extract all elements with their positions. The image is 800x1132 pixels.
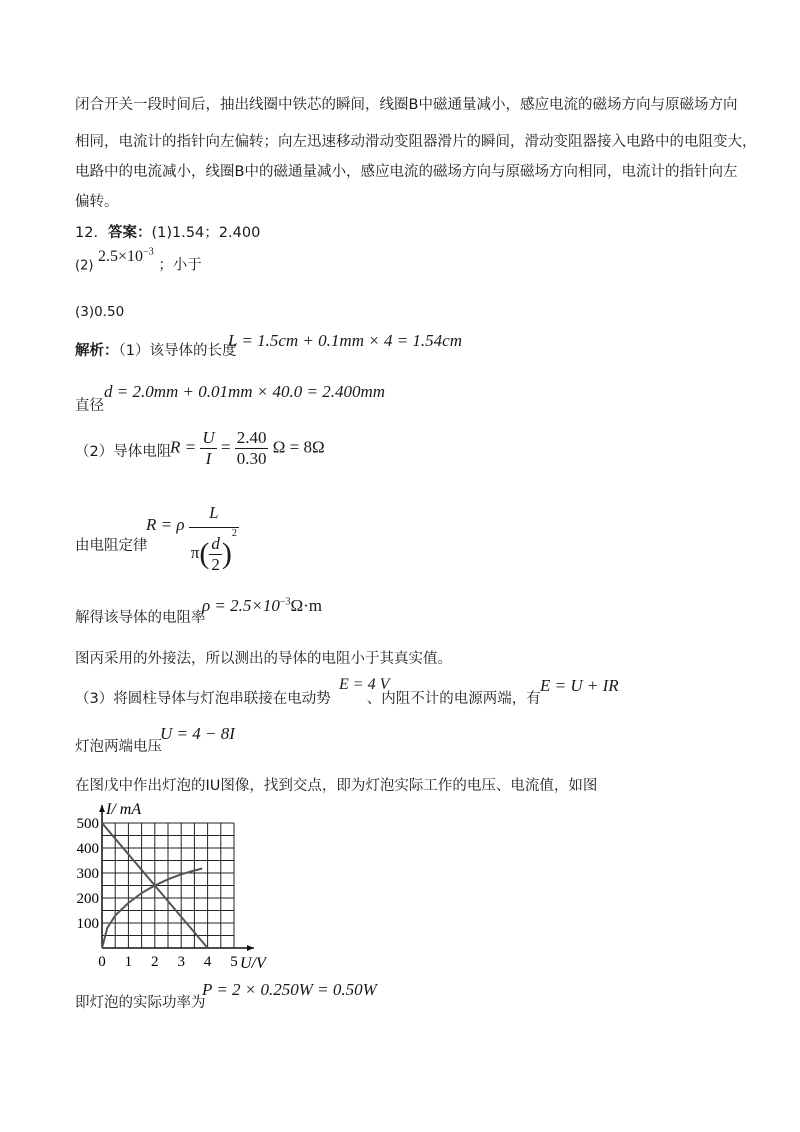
resistivity-formula: $\rho = 2.5\times 10^{-3}\Omega\cdot m$ [202,596,323,615]
answer-2-prefix: (2) [75,258,94,274]
answer-label: 答案： [107,225,152,241]
x-axis-arrow [247,945,254,951]
analysis-step-10-label: 即灯泡的实际功率为 [75,995,206,1011]
answer-2-value: $2.5\times 10^{-3}$ [98,247,154,266]
analysis-step-3-label: （2）导体电阻 [75,444,172,460]
x-tick-label: 4 [203,954,212,970]
x-tick-label: 2 [151,954,159,970]
answer-3: (3)0.50 [75,304,125,320]
x-tick-label: 5 [230,954,238,970]
graph-tick-labels [77,816,238,970]
y-tick-label: 300 [76,866,99,882]
lamp-voltage-formula: U = 4 − 8I [160,724,235,743]
explanation-line-2: 相同，电流计的指针向左偏转；向左迅速移动滑动变阻器滑片的瞬间，滑动变阻器接入电路中的电阻变大， [75,134,757,150]
x-axis-label: U/V [240,955,266,972]
x-tick-label: 3 [177,954,185,970]
graph-axes [99,805,254,951]
x-tick-label: 1 [124,954,133,970]
analysis-step-1: 解析：（1）该导体的长度 [75,343,237,359]
question-number: 12． [75,225,108,241]
explanation-line-4: 偏转。 [75,194,119,210]
analysis-label: 解析： [75,343,119,359]
analysis-step-2-label: 直径 [75,398,104,414]
analysis-step-5-label: 解得该导体的电阻率 [75,610,206,626]
y-tick-label: 200 [76,891,99,907]
analysis-step-6: 图丙采用的外接法，所以测出的导体的电阻小于其真实值。 [75,651,452,667]
explanation-line-3: 电路中的电流减小，线圈B中的磁通量减小，感应电流的磁场方向与原磁场方向相同，电流计的指针向左 [75,164,738,180]
analysis-step-8-label: 灯泡两端电压 [75,739,162,755]
y-axis-label: I/ mA [106,801,142,818]
x-tick-label: 0 [98,954,106,970]
graph-grid [102,823,234,948]
explanation-line-1: 闭合开关一段时间后，抽出线圈中铁芯的瞬间，线圈B中磁通量减小，感应电流的磁场方向与原磁场方向 [75,97,738,113]
power-formula: P = 2 × 0.250W = 0.50W [202,980,377,999]
y-tick-label: 400 [76,841,99,857]
resistance-formula: R = $\frac{U}{I}$ = $\frac{2.40}{0.30}$ Ω = 8Ω [170,428,325,468]
analysis-step-4-label: 由电阻定律 [75,538,148,554]
resistance-law-formula: R = ρ L π( $\frac{d}{2}$ )$^2$ [146,503,237,574]
y-tick-label: 500 [76,816,99,832]
circuit-equation: E = U + IR [540,676,619,695]
length-formula: L = 1.5cm + 0.1mm × 4 = 1.54cm [228,331,462,350]
lamp-iu-curve [102,869,202,949]
answer-2-line [75,247,202,275]
iu-graph [70,798,270,978]
answer-2-suffix: ；小于 [158,257,202,274]
y-axis-arrow [99,805,105,812]
y-tick-label: 100 [76,916,99,932]
answer-1: (1)1.54；2.400 [151,225,261,241]
analysis-step-9: 在图戊中作出灯泡的IU图像，找到交点，即为灯泡实际工作的电压、电流值，如图 [75,778,598,794]
analysis-step-7: （3）将圆柱导体与灯泡串联接在电动势 、内阻不计的电源两端，有 [75,691,541,707]
q12-answer-line [75,225,260,242]
diameter-formula: d = 2.0mm + 0.01mm × 40.0 = 2.400mm [104,382,386,401]
emf-value: E = 4 V [339,676,390,693]
